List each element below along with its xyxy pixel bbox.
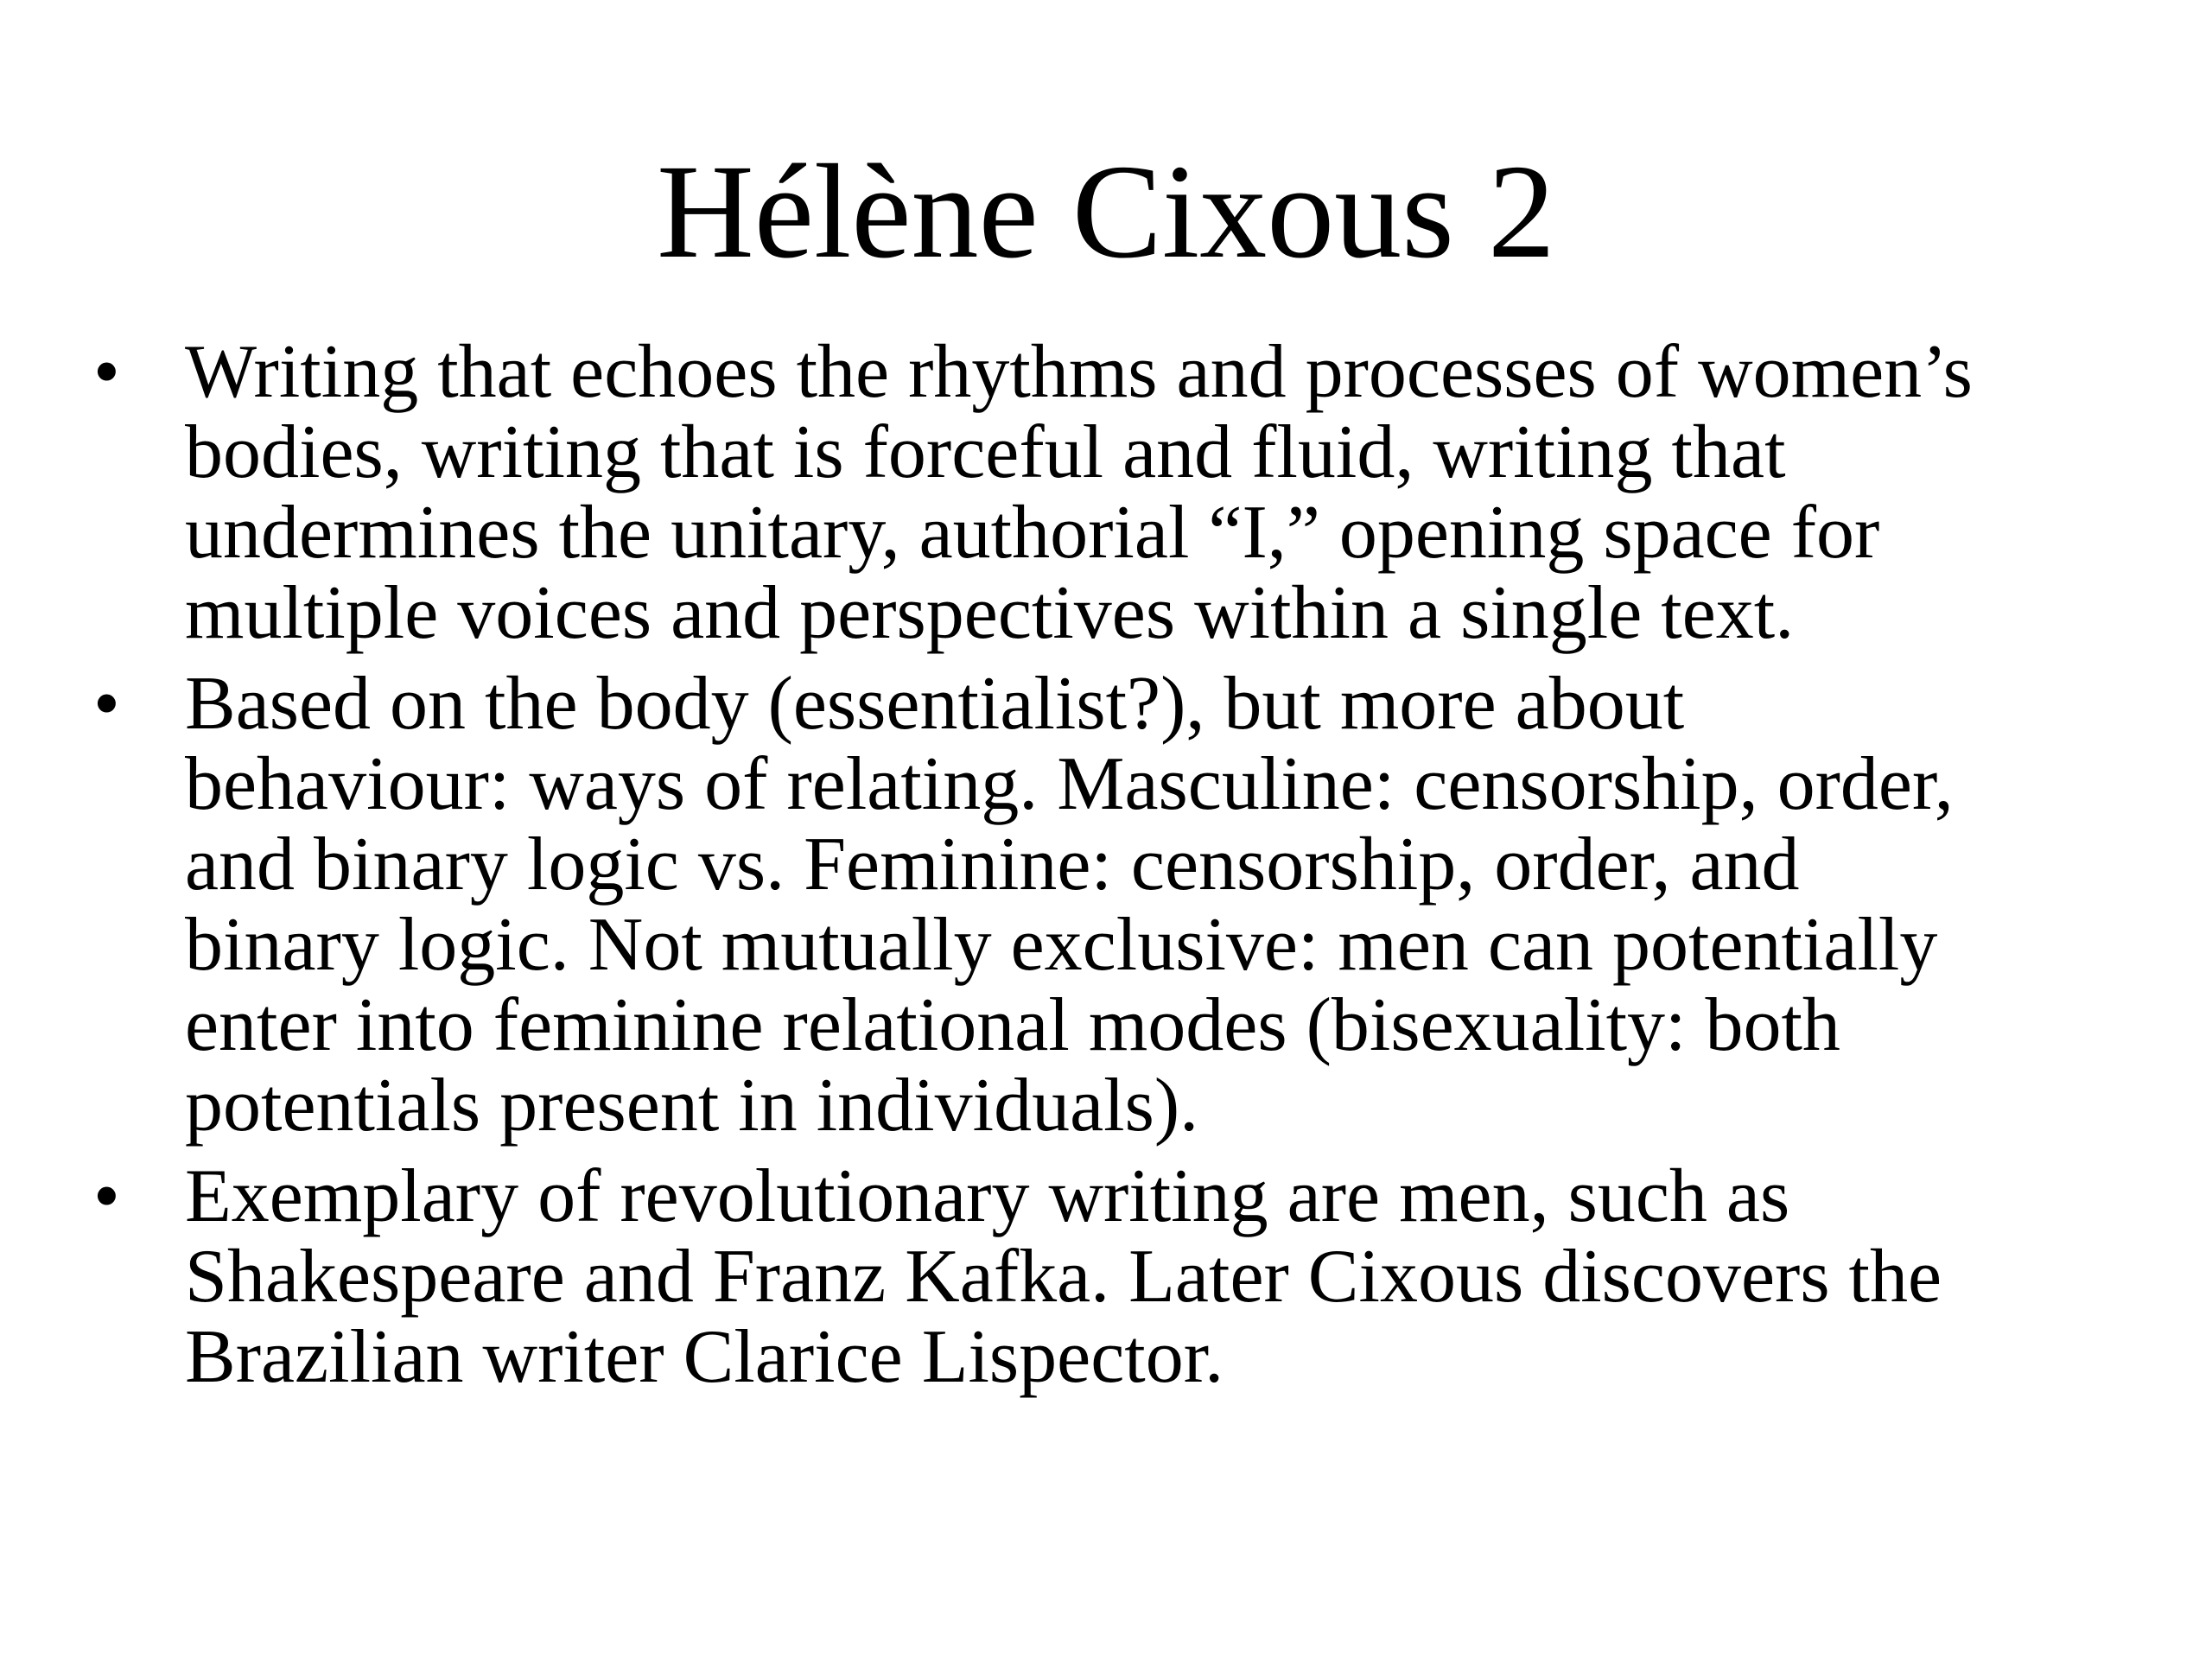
bullet-item xyxy=(93,664,2158,1146)
slide-title: Hélène Cixous 2 xyxy=(657,137,1555,286)
bullet-icon: • xyxy=(93,662,120,746)
bullet-text: Exemplary of revolutionary writing are men, such as Shakespeare and Franz Kafka. Later Cixous discovers the Brazilian writer Clarice Lispector. xyxy=(185,1154,1942,1399)
bullet-icon: • xyxy=(93,330,120,414)
bullet-text: Based on the body (essentialist?), but more about behaviour: ways of relating. Masculine: censorship, order, and binary logic vs. Feminine: censorship, order, and binary logic. Not mutually exclusive: men can potentially enter into feminine relational modes (bisexuality: both potentials present in individuals). xyxy=(185,662,1954,1147)
bullet-text: Writing that echoes the rhythms and processes of women’s bodies, writing that is forceful and fluid, writing that undermines the unitary, authorial “I,” opening space for multiple voices and perspectives within a single text. xyxy=(185,330,1973,655)
bullet-icon: • xyxy=(93,1154,120,1238)
bullet-list xyxy=(93,332,2158,1408)
bullet-item xyxy=(93,332,2158,653)
bullet-item xyxy=(93,1156,2158,1397)
